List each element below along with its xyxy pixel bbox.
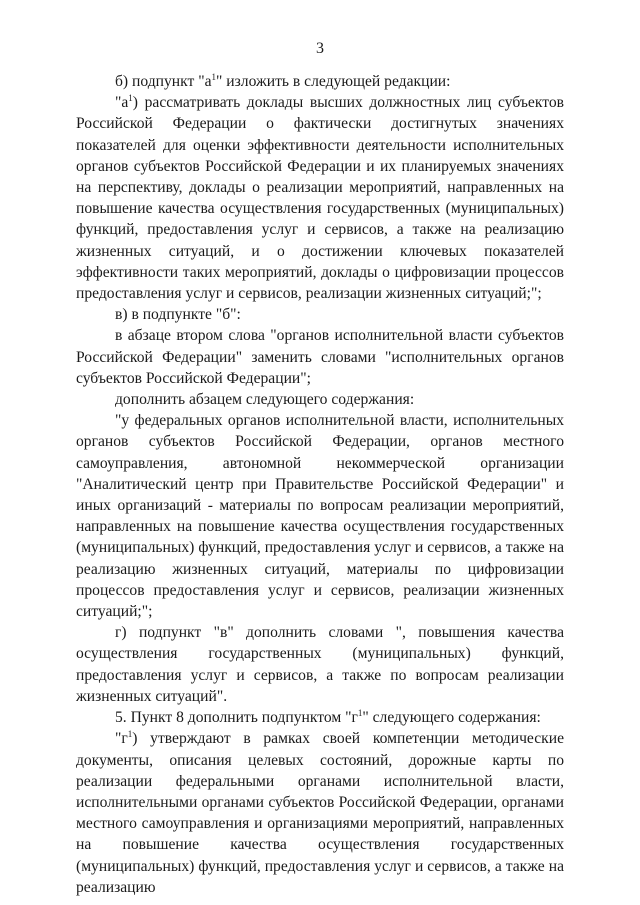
paragraph-text: " изложить в следующей редакции: (216, 73, 451, 90)
paragraph-text: в абзаце втором слова "органов исполнительной власти субъектов Российской Федерации" заменить словами "исполнительных органов субъектов Российской Федерации"; (76, 327, 564, 387)
paragraph (76, 389, 564, 410)
paragraph-text: "г (115, 730, 128, 748)
paragraph-text: "а (115, 94, 129, 112)
paragraph (76, 728, 564, 898)
paragraph-text: ) рассматривать доклады высших должностных лиц субъектов Российской Федерации о фактически достигнутых значениях показателей для оценки эффективности деятельности исполнительных органов субъектов Российской Федерации и их планируемых значениях на перспективу, доклады о реализации мероприятий, направленных на повышение качества осуществления государственных (муниципальных) функций, предоставления услуг и сервисов, а также на реализацию жизненных ситуаций, и о достижении ключевых показателей эффективности таких мероприятий, доклады о цифровизации процессов предоставления услуг и сервисов, реализации жизненных ситуаций;"; (76, 94, 564, 303)
paragraph-text: "у федеральных органов исполнительной власти, исполнительных органов субъектов Российской Федерации, органов местного самоуправления, автономной некоммерческой организации "Аналитический центр при Правительстве Российской Федерации" и иных организаций - материалы по вопросам реализации мероприятий, направленных на повышение качества осуществления государственных (муниципальных) функций, предоставления услуг и сервисов, а также на реализацию жизненных ситуаций, материалы по цифровизации процессов предоставления услуг и сервисов, реализации жизненных ситуаций;"; (76, 412, 564, 621)
paragraph-text: дополнить абзацем следующего содержания: (115, 391, 415, 409)
paragraph-text: б) подпункт "а (115, 73, 212, 90)
superscript: 1 (128, 93, 133, 104)
paragraph-text: 5. Пункт 8 дополнить подпунктом "г (115, 709, 358, 727)
paragraph (76, 71, 564, 92)
paragraph (76, 92, 564, 304)
superscript: 1 (211, 72, 217, 82)
superscript: 1 (357, 708, 363, 719)
paragraph (76, 410, 564, 622)
page-number: 3 (316, 40, 324, 57)
superscript: 1 (127, 729, 133, 740)
paragraph-text: ) утверждают в рамках своей компетенции методические документы, описания целевых состояний, дорожные карты по реализации федеральными органами исполнительной власти, исполнительными органами субъектов Российской Федерации, органами местного самоуправления и организациями мероприятий, направленных на повышение качества осуществления государственных (муниципальных) функций, предоставления услуг и сервисов, а также на реализацию (76, 730, 564, 896)
paragraph (76, 325, 564, 389)
paragraph-text: в) в подпункте "б": (115, 306, 241, 324)
document-body (76, 71, 564, 898)
paragraph (76, 304, 564, 325)
paragraph (76, 622, 564, 707)
paragraph-text: г) подпункт "в" дополнить словами ", повышения качества осуществления государственных (муниципальных) функций, предоставления услуг и сервисов, а также по вопросам реализации жизненных ситуаций". (76, 624, 564, 705)
paragraph (76, 707, 564, 728)
paragraph-text: " следующего содержания: (362, 709, 541, 727)
